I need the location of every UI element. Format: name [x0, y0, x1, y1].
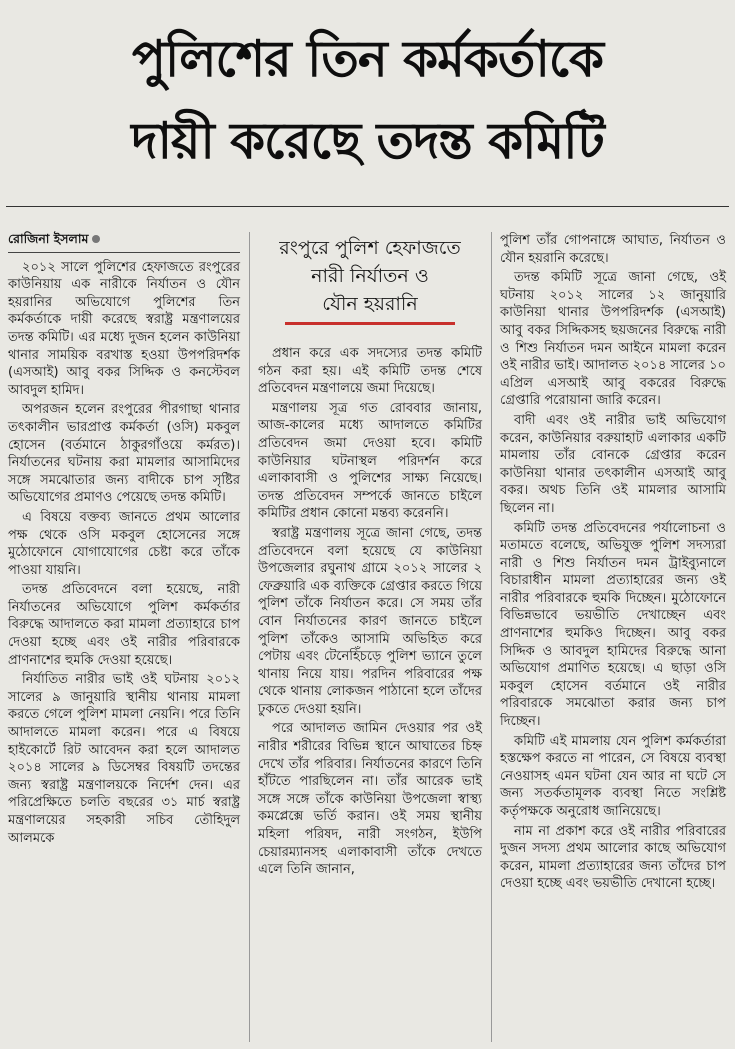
- kicker-red-rule: [285, 322, 455, 325]
- column-1: [8, 230, 240, 849]
- paragraph: স্বরাষ্ট্র মন্ত্রণালয় সূত্রে জানা গেছে, তদন্ত প্রতিবেদনে বলা হয়েছে যে কাউনিয়া উপজেলার রঘুনাথ গ্রামে ২০১২ সালের ২ ফেব্রুয়ারি এক ব্যক্তিকে গ্রেপ্তার করতে গিয়ে পুলিশ তাঁকে নির্যাতন করে। সে সময় তাঁর বোন নির্যাতনের কারণ জানতে চাইলে পুলিশ তাঁকেও আসামি অভিহিত করে পেটায় এবং টেনেহিঁচড়ে পুলিশ ভ্যানে তুলে থানায় নিয়ে যায়। পরদিন পরিবারের পক্ষ থেকে থানায় লোকজন পাঠানো হলে তাঁদের ঢুকতে দেওয়া হয়নি।: [258, 525, 482, 717]
- paragraph: তদন্ত প্রতিবেদনে বলা হয়েছে, নারী নির্যাতনের অভিযোগে পুলিশ কর্মকর্তার বিরুদ্ধে আদালতে করা মামলা প্রত্যাহারে চাপ দেওয়া হচ্ছে এবং ওই নারীর পরিবারকে প্রাণনাশের হুমকি দেওয়া হয়েছে।: [8, 582, 240, 668]
- paragraph: পরে আদালত জামিন দেওয়ার পর ওই নারীর শরীরের বিভিন্ন স্থানে আঘাতের চিহ্ন দেখে তাঁর পরিবার। নির্যাতনের কারণে তিনি হাঁটতে পারছিলেন না। তাঁর আরেক ভাই সঙ্গে সঙ্গে তাঁকে কাউনিয়া উপজেলা স্বাস্থ্য কমপ্লেক্সে ভর্তি করান। ওই সময় স্থানীয় মহিলা পরিষদ, নারী সংগঠন, ইউপি চেয়ারম্যানসহ এলাকাবাসী তাঁকে দেখতে এলে তিনি জানান,: [258, 721, 482, 878]
- headline: [8, 18, 727, 182]
- paragraph: কমিটি এই মামলায় যেন পুলিশ কর্মকর্তারা হস্তক্ষেপ করতে না পারেন, সে বিষয়ে ব্যবস্থা নেওয়াসহ এমন ঘটনা যেন আর না ঘটে সে জন্য সতর্কতামূলক ব্যবস্থা নিতে সংশ্লিষ্ট কর্তৃপক্ষকে অনুরোধ জানিয়েছে।: [500, 733, 726, 819]
- paragraph: পুলিশ তাঁর গোপনাঙ্গে আঘাত, নির্যাতন ও যৌন হয়রানি করেছে।: [500, 233, 726, 266]
- paragraph: বাদী এবং ওই নারীর ভাই অভিযোগ করেন, কাউনিয়ার বরুয়াহাট এলাকার একটি মামলায় তাঁর বোনকে গ্রেপ্তার করেন কাউনিয়া থানার তৎকালীন এসআই আবু বকর। অথচ তিনি ওই মামলার আসামি ছিলেন না।: [500, 412, 726, 516]
- paragraph: মন্ত্রণালয় সূত্র গত রোববার জানায়, আজ-কালের মধ্যে আদালতে কমিটির প্রতিবেদন জমা দেওয়া হবে। কমিটি কাউনিয়ার ঘটনাস্থল পরিদর্শন করে এলাকাবাসী ও পুলিশের সাক্ষ্য নিয়েছে। তদন্ত প্রতিবেদন সম্পর্কে জানতে চাইলে কমিটির প্রধান কোনো মন্তব্য করেননি।: [258, 400, 482, 522]
- headline-line-2: দায়ী করেছে তদন্ত কমিটি: [131, 112, 604, 170]
- headline-line-1: পুলিশের তিন কর্মকর্তাকে: [132, 30, 603, 88]
- column-divider: [249, 232, 250, 1042]
- byline-author: রোজিনা ইসলাম: [8, 231, 89, 246]
- kicker-line-3: যৌন হয়রানি: [322, 293, 418, 315]
- paragraph: ২০১২ সালে পুলিশের হেফাজতে রংপুরের কাউনিয়ায় এক নারীকে নির্যাতন ও যৌন হয়রানির অভিযোগে পুলিশের তিন কর্মকর্তাকে দায়ী করেছে স্বরাষ্ট্র মন্ত্রণালয়ের তদন্ত কমিটি। এর মধ্যে দুজন হলেন কাউনিয়া থানার সাময়িক বরখাস্ত হওয়া উপপরিদর্শক (এসআই) আবু বকর সিদ্দিক ও কনস্টেবল আবদুল হামিদ।: [8, 259, 240, 398]
- column-3: [500, 232, 726, 895]
- byline: [8, 230, 240, 253]
- paragraph: এ বিষয়ে বক্তব্য জানতে প্রথম আলোর পক্ষ থেকে ওসি মকবুল হোসেনের সঙ্গে মুঠোফোনে যোগাযোগের চেষ্টা করে তাঁকে পাওয়া যায়নি।: [8, 509, 240, 578]
- paragraph: নাম না প্রকাশ করে ওই নারীর পরিবারের দুজন সদস্য প্রথম আলোর কাছে অভিযোগ করেন, মামলা প্রত্যাহারের জন্য তাঁদের চাপ দেওয়া হচ্ছে এবং ভয়ভীতি দেখানো হচ্ছে।: [500, 823, 726, 892]
- kicker-line-2: নারী নির্যাতন ও: [311, 265, 429, 287]
- headline-rule: [6, 206, 729, 207]
- kicker-line-1: রংপুরে পুলিশ হেফাজতে: [279, 237, 461, 259]
- paragraph: প্রধান করে এক সদস্যের তদন্ত কমিটি গঠন করা হয়। এই কমিটি তদন্ত শেষে প্রতিবেদন মন্ত্রণালয়ে জমা দিয়েছে।: [258, 346, 482, 397]
- byline-bullet-icon: [92, 235, 100, 243]
- kicker: [258, 230, 482, 335]
- column-2: [258, 230, 482, 881]
- paragraph: তদন্ত কমিটি সূত্রে জানা গেছে, ওই ঘটনায় ২০১২ সালের ১২ জানুয়ারি কাউনিয়া থানার উপপরিদর্শক (এসআই) আবু বকর সিদ্দিকসহ ছয়জনের বিরুদ্ধে নারী ও শিশু নির্যাতন দমন আইনে মামলা করেন ওই নারীর ভাই। আদালত ২০১৪ সালের ১০ এপ্রিল এসআই আবু বকরের বিরুদ্ধে গ্রেপ্তারি পরোয়ানা জারি করেন।: [500, 270, 726, 409]
- paragraph: নির্যাতিত নারীর ভাই ওই ঘটনায় ২০১২ সালের ৯ জানুয়ারি স্থানীয় থানায় মামলা করতে গেলে পুলিশ মামলা নেয়নি। পরে তিনি আদালতে মামলা করেন। পরে এ বিষয়ে হাইকোর্টে রিট আবেদন করা হলে আদালত ২০১৪ সালের ৯ ডিসেম্বর বিষয়টি তদন্তের জন্য স্বরাষ্ট্র মন্ত্রণালয়কে নির্দেশ দেন। এর পরিপ্রেক্ষিতে চলতি বছরের ৩১ মার্চ স্বরাষ্ট্র মন্ত্রণালয়ের সহকারী সচিব তৌহিদুল আলমকে: [8, 672, 240, 846]
- column-divider: [491, 232, 492, 1042]
- paragraph: অপরজন হলেন রংপুরের পীরগাছা থানার তৎকালীন ভারপ্রাপ্ত কর্মকর্তা (ওসি) মকবুল হোসেন (বর্তমানে ঠাকুরগাঁওয়ে কর্মরত)। নির্যাতনের ঘটনায় করা মামলার আসামিদের সঙ্গে সমঝোতার জন্য বাদীকে চাপ সৃষ্টির অভিযোগের প্রমাণও পেয়েছে তদন্ত কমিটি।: [8, 402, 240, 506]
- paragraph: কমিটি তদন্ত প্রতিবেদনের পর্যালোচনা ও মতামতে বলেছে, অভিযুক্ত পুলিশ সদস্যরা নারী ও শিশু নির্যাতন দমন ট্রাইব্যুনালে বিচারাধীন মামলা প্রত্যাহারের জন্য ওই নারীর পরিবারকে হুমকি দিচ্ছেন। মুঠোফোনে বিভিন্নভাবে ভয়ভীতি দেখাচ্ছেন এবং প্রাণনাশের হুমকিও দিচ্ছেন। আবু বকর সিদ্দিক ও আবদুল হামিদের বিরুদ্ধে আনা অভিযোগ প্রমাণিত হয়েছে। এ ছাড়া ওসি মকবুল হোসেন বর্তমানে ওই নারীর পরিবারকে সমঝোতা করার জন্য চাপ দিচ্ছেন।: [500, 520, 726, 730]
